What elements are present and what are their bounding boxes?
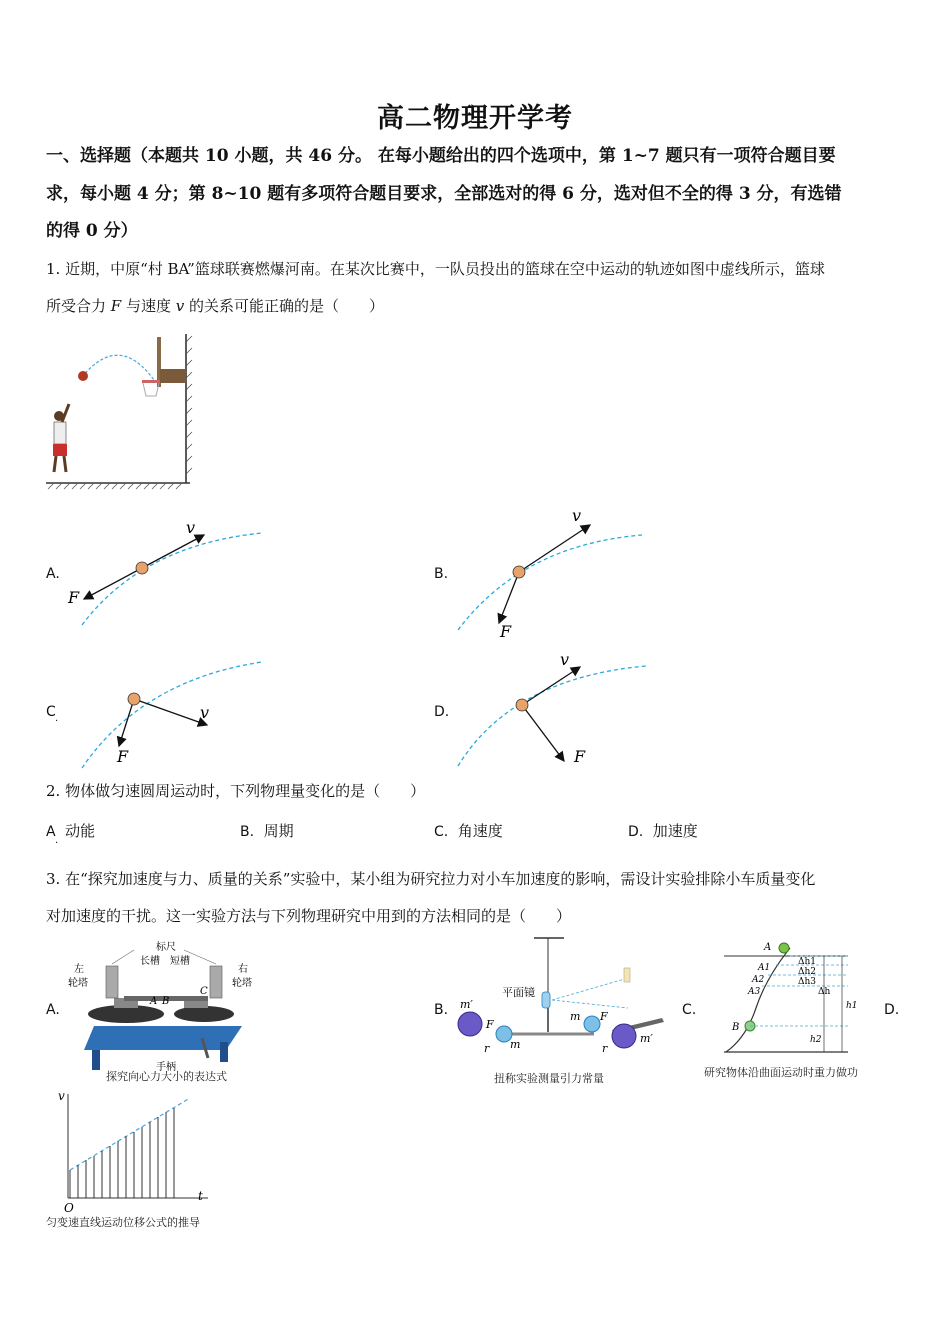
svg-text:Δh1: Δh1 — [798, 957, 817, 967]
svg-text:A3: A3 — [748, 987, 761, 997]
q3-option-c-figure — [706, 938, 876, 1062]
svg-text:标尺: 标尺 — [156, 942, 176, 953]
svg-text:平面镜: 平面镜 — [502, 986, 535, 999]
svg-text:m: m — [510, 1038, 521, 1051]
svg-text:t: t — [198, 1189, 203, 1203]
q3-option-b-caption: 扭称实验测量引力常量 — [494, 1072, 604, 1085]
q3-option-c-caption: 研究物体沿曲面运动时重力做功 — [704, 1066, 858, 1079]
svg-text:F: F — [600, 1010, 608, 1023]
svg-text:r: r — [602, 1042, 608, 1055]
q1-option-a-figure — [62, 515, 272, 630]
q1-option-c-label[interactable]: C — [46, 704, 56, 720]
q3-option-a-caption: 探究向心力大小的表达式 — [106, 1070, 227, 1083]
label-v: v — [560, 650, 570, 669]
q2-option-c[interactable]: C. 角速度 — [434, 822, 503, 840]
svg-text:h2: h2 — [810, 1035, 822, 1045]
q3-option-c-label[interactable]: C. — [682, 1002, 697, 1018]
section-header-line3: 的得 0 分） — [46, 221, 138, 241]
svg-text:手柄: 手柄 — [156, 1062, 176, 1073]
section-header-line2: 求，每小题 4 分；第 8~10 题有多项符合题目要求，全部选对的得 6 分，选对但不全的得 3 分，有选错 — [46, 184, 842, 204]
q2-stem: 2. 物体做匀速圆周运动时，下列物理量变化的是（ ） — [46, 782, 426, 800]
q3-option-d-figure — [48, 1088, 218, 1218]
svg-text:m′: m′ — [460, 998, 473, 1011]
label-f: F — [574, 747, 586, 766]
q3-option-b-label[interactable]: B. — [434, 1002, 449, 1018]
svg-text:r: r — [484, 1042, 490, 1055]
q2-option-d[interactable]: D. 加速度 — [628, 822, 698, 840]
q3-stem-line2: 对加速度的干扰。这一实验方法与下列物理研究中用到的方法相同的是（ ） — [46, 907, 572, 925]
svg-text:F: F — [486, 1018, 494, 1031]
q3-stem-line1: 3. 在“探究加速度与力、质量的关系”实验中，某小组为研究拉力对小车加速度的影响，需设计实验排除小车质量变化 — [46, 870, 816, 888]
q1-option-d-label[interactable]: D. — [434, 704, 450, 720]
svg-text:O: O — [64, 1201, 74, 1215]
q2-option-b[interactable]: B. 周期 — [240, 822, 294, 840]
svg-text:A2: A2 — [752, 975, 765, 985]
svg-text:Δh3: Δh3 — [798, 977, 817, 987]
svg-text:轮塔: 轮塔 — [232, 978, 252, 989]
svg-text:h1: h1 — [846, 1001, 858, 1011]
svg-text:长槽: 长槽 — [140, 956, 160, 967]
q1-option-c-dot: · — [55, 716, 59, 727]
q1-stem-line1: 1. 近期，中原“村 BA”篮球联赛燃爆河南。在某次比赛中，一队员投出的篮球在空中运动的轨迹如图中虚线所示，篮球 — [46, 260, 825, 278]
svg-text:B: B — [732, 1022, 740, 1033]
svg-text:左: 左 — [74, 964, 84, 975]
page-title: 高二物理开学考 — [377, 103, 573, 134]
svg-text:A: A — [764, 942, 772, 953]
q3-option-b-figure — [452, 934, 668, 1070]
svg-text:短槽: 短槽 — [170, 956, 190, 967]
label-v: v — [572, 506, 582, 525]
svg-text:A: A — [150, 996, 158, 1007]
label-v: v — [200, 703, 210, 722]
q1-option-b-figure — [452, 505, 672, 645]
q3-option-a-figure — [64, 938, 264, 1088]
svg-text:v: v — [58, 1089, 65, 1103]
svg-text:m′: m′ — [640, 1032, 653, 1045]
svg-text:m: m — [570, 1010, 581, 1023]
label-f: F — [68, 588, 80, 607]
q3-option-d-label[interactable]: D. — [884, 1002, 900, 1018]
section-header-line1: 一、选择题（本题共 10 小题，共 46 分。 在每小题给出的四个选项中，第 1~7 题只有一项符合题目要 — [46, 146, 836, 166]
q3-option-a-label[interactable]: A. — [46, 1002, 60, 1018]
q2-option-a[interactable]: A 动能 — [46, 822, 96, 840]
svg-text:Δh2: Δh2 — [798, 967, 817, 977]
label-f: F — [500, 622, 512, 641]
q1-option-c-figure — [62, 650, 272, 770]
svg-text:右: 右 — [238, 964, 248, 975]
q2-option-a-dot: · — [55, 838, 59, 849]
q1-basketball-figure — [44, 332, 194, 492]
svg-text:C: C — [200, 986, 208, 997]
svg-text:轮塔: 轮塔 — [68, 978, 88, 989]
q3-option-d-caption: 匀变速直线运动位移公式的推导 — [46, 1216, 200, 1229]
label-v: v — [186, 518, 196, 537]
svg-text:Δh: Δh — [818, 987, 831, 997]
q1-option-a-label[interactable]: A. — [46, 566, 60, 582]
q1-option-d-figure — [452, 648, 672, 773]
label-f: F — [117, 747, 129, 766]
svg-text:B: B — [162, 996, 170, 1007]
q1-option-b-label[interactable]: B. — [434, 566, 449, 582]
svg-text:A1: A1 — [758, 963, 771, 973]
q1-stem-line2: 所受合力 F 与速度 v 的关系可能正确的是（ ） — [46, 297, 385, 315]
